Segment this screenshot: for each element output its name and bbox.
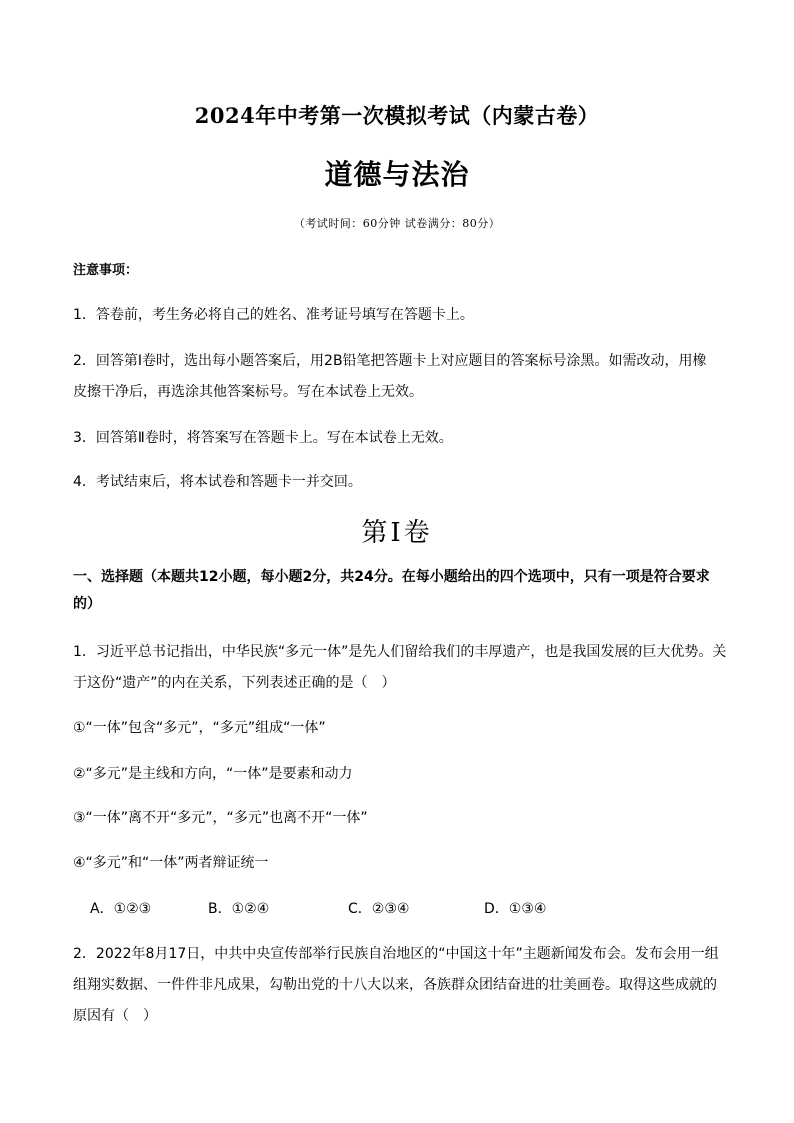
option-d: D．①③④ bbox=[484, 901, 547, 917]
question-2-stem-cont: 组翔实数据、一件件非凡成果，勾勒出党的十八大以来，各族群众团结奋进的壮美画卷。取得这些成就的 bbox=[73, 977, 717, 993]
notice-item-2-cont: 皮擦干净后，再选涂其他答案标号。写在本试卷上无效。 bbox=[73, 384, 423, 400]
notice-item-2: 2．回答第Ⅰ卷时，选出每小题答案后，用2B铅笔把答题卡上对应题目的答案标号涂黑。如需改动，用橡 bbox=[73, 353, 707, 369]
option-c: C．②③④ bbox=[348, 901, 410, 917]
question-1-options bbox=[90, 898, 710, 920]
section-heading: 一、选择题（本题共12小题，每小题2分，共24分。在每小题给出的四个选项中，只有一项是符合要求 bbox=[73, 569, 710, 585]
notice-item-1: 1．答卷前，考生务必将自己的姓名、准考证号填写在答题卡上。 bbox=[73, 307, 474, 323]
notice-item-3: 3．回答第Ⅱ卷时，将答案写在答题卡上。写在本试卷上无效。 bbox=[73, 430, 453, 446]
question-1-statement-1: ①“一体”包含“多元”，“多元”组成“一体” bbox=[73, 720, 326, 736]
question-2-stem: 2．2022年8月17日，中共中央宣传部举行民族自治地区的“中国这十年”主题新闻发布会。发布会用一组 bbox=[73, 946, 719, 962]
question-1-stem-cont: 于这份“遗产”的内在关系，下列表述正确的是（ ） bbox=[73, 675, 396, 691]
exam-info: （考试时间：60分钟 试卷满分：80分） bbox=[293, 217, 501, 230]
option-a: A．①②③ bbox=[90, 901, 152, 917]
question-1-statement-2: ②“多元”是主线和方向，“一体”是要素和动力 bbox=[73, 766, 353, 782]
question-2-stem-cont-2: 原因有（ ） bbox=[73, 1008, 157, 1024]
notice-item-4: 4．考试结束后，将本试卷和答题卡一并交回。 bbox=[73, 474, 362, 490]
option-b: B．①②④ bbox=[208, 901, 270, 917]
notice-heading: 注意事项： bbox=[73, 263, 139, 278]
question-1-statement-3: ③“一体”离不开“多元”，“多元”也离不开“一体” bbox=[73, 810, 368, 826]
question-1-stem: 1．习近平总书记指出，中华民族“多元一体”是先人们留给我们的丰厚遗产，也是我国发展的巨大优势。关 bbox=[73, 644, 727, 660]
exam-title: 2024年中考第一次模拟考试（内蒙古卷） bbox=[194, 103, 600, 128]
question-1-statement-4: ④“多元”和“一体”两者辩证统一 bbox=[73, 855, 269, 871]
volume-title: 第Ⅰ卷 bbox=[361, 518, 433, 548]
section-heading-cont: 的） bbox=[73, 596, 101, 612]
subject-title: 道德与法治 bbox=[324, 158, 470, 191]
